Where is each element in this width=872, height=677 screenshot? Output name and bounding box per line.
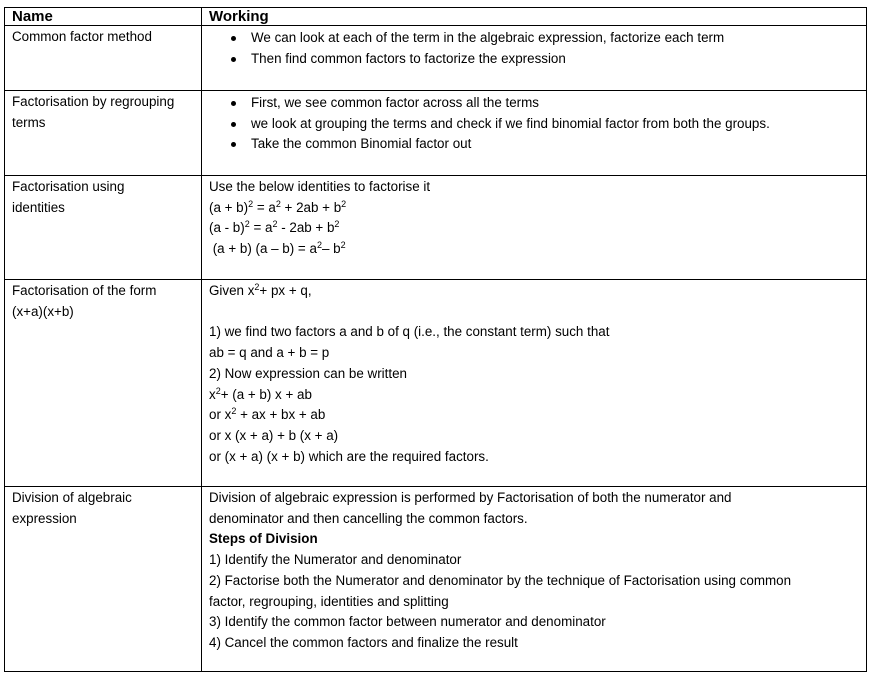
text-segment: (a + b) (a – b) = a	[209, 241, 317, 257]
text-segment: (a + b)	[209, 199, 249, 215]
text-segment: Given x	[209, 283, 255, 298]
text-segment: + ax + bx + ab	[236, 407, 326, 423]
working-line	[209, 509, 866, 530]
header-name	[5, 8, 202, 26]
superscript: 2	[272, 219, 278, 230]
text-segment: Take the common Binomial factor out	[251, 136, 472, 152]
superscript: 2	[215, 385, 221, 396]
working-line	[209, 385, 866, 406]
text-segment: Steps of Division	[209, 531, 318, 547]
text-segment: + 2ab + b	[280, 199, 342, 215]
working-line	[209, 405, 866, 426]
superscript: 2	[340, 240, 346, 251]
table-row	[5, 91, 867, 176]
header-working-text: Working	[209, 8, 269, 25]
text-segment: denominator and then cancelling the common factors.	[209, 510, 528, 526]
header-row	[5, 8, 867, 26]
superscript: 2	[244, 219, 250, 230]
working-cell	[202, 280, 867, 487]
text-segment: or (x + a) (x + b) which are the required factors.	[209, 448, 489, 464]
text-segment: 3) Identify the common factor between numerator and denominator	[209, 614, 606, 630]
bullet-item	[202, 114, 866, 135]
text-segment: 1) Identify the Numerator and denominator	[209, 552, 462, 568]
text-segment: Division of algebraic expression is performed by Factorisation of both the numerator and	[209, 490, 732, 505]
text-segment: x	[209, 386, 216, 402]
superscript: 2	[275, 198, 281, 209]
method-name: identities	[12, 199, 65, 215]
table-row	[5, 26, 867, 91]
text-segment: (a - b)	[209, 220, 245, 236]
table-row	[5, 280, 867, 487]
text-segment: 2) Now expression can be written	[209, 365, 407, 381]
text-segment: = a	[249, 220, 273, 236]
working-cell	[202, 26, 867, 91]
superscript: 2	[254, 282, 260, 292]
working-cell	[202, 91, 867, 176]
text-segment: = a	[253, 199, 276, 215]
method-name-cell	[5, 91, 202, 176]
working-line	[209, 612, 866, 633]
working-line	[209, 177, 866, 198]
header-name-text: Name	[12, 8, 53, 25]
superscript: 2	[341, 198, 347, 209]
working-cell	[202, 487, 867, 672]
text-segment: + (a + b) x + ab	[220, 386, 312, 402]
working-line	[209, 592, 866, 613]
method-name-cell	[5, 26, 202, 91]
text-segment: 2) Factorise both the Numerator and denominator by the technique of Factorisation using common	[209, 572, 792, 588]
text-segment: ab = q and a + b = p	[209, 345, 330, 361]
superscript: 2	[248, 198, 254, 209]
method-name: Factorisation by regrouping	[12, 94, 175, 109]
working-line	[209, 571, 866, 592]
method-name-cell	[5, 280, 202, 487]
working-line	[209, 322, 866, 343]
text-segment: Then find common factors to factorize the expression	[251, 50, 566, 66]
text-segment: First, we see common factor across all the terms	[251, 95, 539, 110]
header-working	[202, 8, 867, 26]
working-line	[209, 281, 866, 302]
working-line	[209, 529, 866, 550]
text-segment: or x (x + a) + b (x + a)	[209, 427, 339, 443]
working-line	[209, 364, 866, 385]
working-line	[209, 239, 866, 260]
bullet-item	[202, 28, 866, 49]
method-name: Factorisation using	[12, 179, 125, 194]
working-line	[209, 198, 866, 219]
method-name-cell	[5, 487, 202, 672]
method-name-cell	[5, 176, 202, 280]
working-line	[209, 550, 866, 571]
table-row	[5, 176, 867, 280]
superscript: 2	[316, 240, 322, 251]
working-cell	[202, 176, 867, 280]
superscript: 2	[334, 219, 340, 230]
method-name: expression	[12, 510, 77, 526]
text-segment: + px + q,	[259, 283, 312, 298]
method-name: Factorisation of the form	[12, 283, 157, 298]
superscript: 2	[231, 406, 237, 417]
method-name: Common factor method	[12, 29, 152, 44]
text-segment: factor, regrouping, identities and splitting	[209, 593, 449, 609]
text-segment: we look at grouping the terms and check if we find binomial factor from both the groups.	[251, 115, 770, 131]
working-line	[209, 343, 866, 364]
working-line	[209, 488, 866, 509]
bullet-item	[202, 93, 866, 114]
method-name: Division of algebraic	[12, 490, 132, 505]
working-line	[209, 218, 866, 239]
method-name: (x+a)(x+b)	[12, 303, 74, 319]
text-segment: We can look at each of the term in the algebraic expression, factorize each term	[251, 30, 725, 45]
method-name: terms	[12, 114, 46, 130]
table-row	[5, 487, 867, 672]
text-segment: – b	[321, 241, 341, 257]
factorisation-methods-table	[4, 7, 867, 672]
working-line	[209, 302, 866, 323]
text-segment: Use the below identities to factorise it	[209, 179, 431, 194]
text-segment: - 2ab + b	[277, 220, 335, 236]
working-line	[209, 447, 866, 468]
text-segment: 4) Cancel the common factors and finalize the result	[209, 634, 518, 650]
bullet-item	[202, 134, 866, 155]
bullet-item	[202, 49, 866, 70]
working-line	[209, 426, 866, 447]
text-segment: 1) we find two factors a and b of q (i.e., the constant term) such that	[209, 324, 610, 340]
text-segment: or x	[209, 407, 232, 423]
working-line	[209, 633, 866, 654]
